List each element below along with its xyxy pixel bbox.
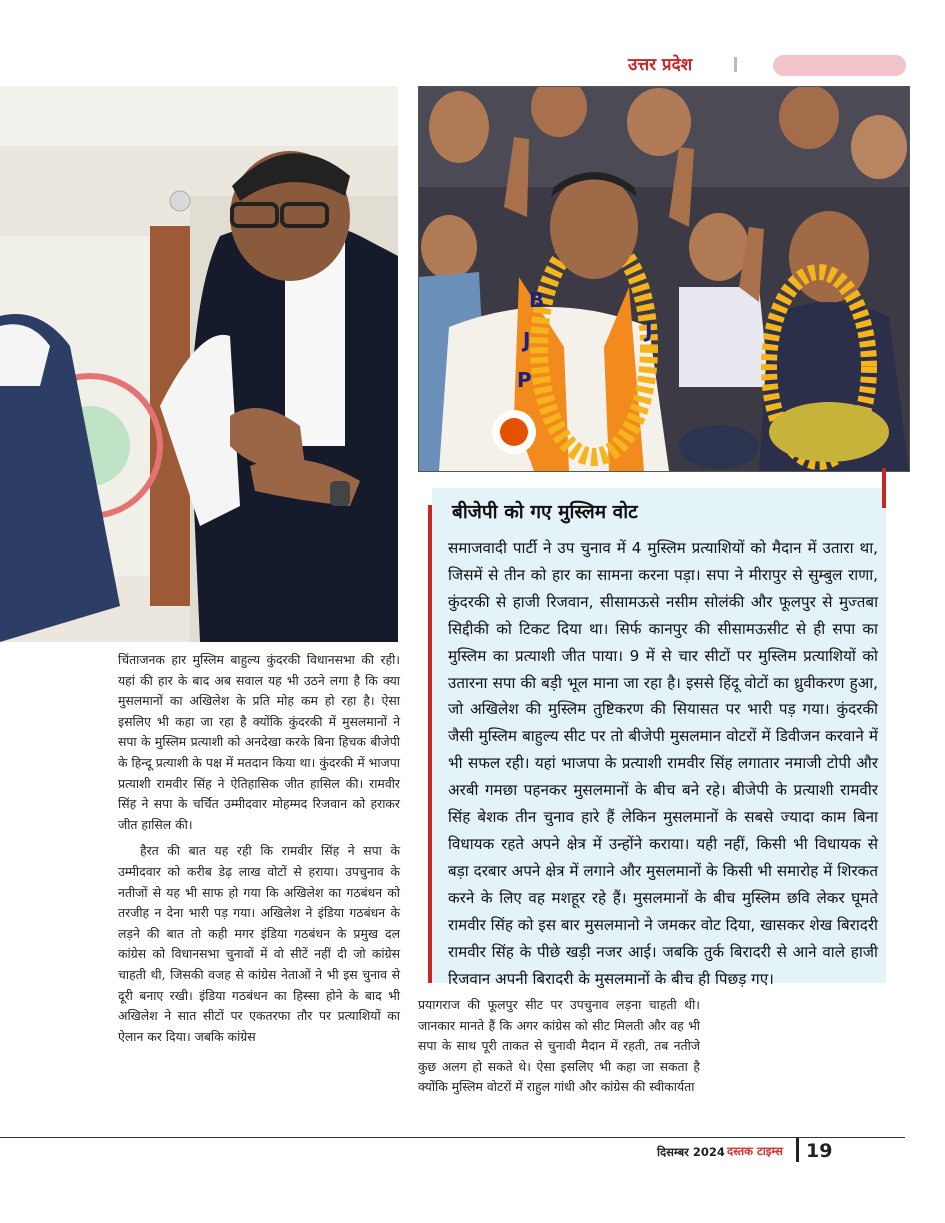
sidebar-accent-right [882, 468, 886, 508]
article-paragraph: प्रयागराज की फूलपुर सीट पर उपचुनाव लड़ना चाहती थी। जानकार मानते हैं कि अगर कांग्रेस को सीट मिलती और वह भी सपा के साथ पूरी ताकत से चुनावी मैदान में रहती, तब नतीजे कुछ अलग हो सकते थे। ऐसा इसलिए भी कहा जा सकता है क्योंकि मुस्लिम वोटरों में राहुल गांधी और कांग्रेस की स्वीकार्यता [418, 997, 700, 1095]
sidebar-body: समाजवादी पार्टी ने उप चुनाव में 4 मुस्लिम प्रत्याशियों को मैदान में उतारा था, जिसमें से तीन को हार का सामना करना पड़ा। सपा ने मीरापुर से सुम्बुल राणा, कुंदरकी से हाजी रिजवान, सीसामऊसे नसीम सोलंकी और फूलपुर से मुज्तबा सिद्दीकी को टिकट दिया था। सिर्फ कानपुर की सीसामऊसीट से ही सपा का मुस्लिम का प्रत्याशी जीत पाया। 9 में से चार सीटों पर मुस्लिम प्रत्याशियों को उतारना सपा की बड़ी भूल माना जा रहा है। इससे हिंदू वोटों का ध्रुवीकरण हुआ, जो अखिलेश की मुस्लिम तुष्टिकरण की सियासत पर भारी पड़ गया। कुंदरकी जैसी मुस्लिम बाहुल्य सीट पर तो बीजेपी मुसलमान वोटरों में डिवीजन करवाने में भी सफल रही। यहां भाजपा के प्रत्याशी रामवीर सिंह लगातार नमाजी टोपी और अरबी गमछा पहनकर मुसलमानों के बीच बने रहे। बीजेपी के प्रत्याशी रामवीर सिंह बेशक तीन चुनाव हारे हैं लेकिन मुसलमानों के सबसे ज्यादा काम बिना विधायक रहते अपने क्षेत्र में उन्होंने कराया। यही नहीं, किसी भी विधायक से बड़ा दरबार अपने क्षेत्र में लगाने और मुसलमानों के किसी भी समारोह में शिरकत करने के लिए वह मशहूर रहे हैं। मुसलमानों के बीच मुस्लिम छवि लेकर घूमते रामवीर सिंह को इस बार मुसलमानो ने जमकर वोट दिया, खासकर शेख बिरादरी रामवीर सिंह के पीछे खड़ी नजर आई। जबकि तुर्क बिरादरी से आने वाले हाजी रिजवान अपनी बिरादरी के मुसलमानों के बीच ही पिछड़ गए। [448, 539, 878, 988]
magazine-logo: दस्तक टाइम्स [727, 1144, 783, 1158]
photo-right-illustration [419, 87, 909, 471]
bjp-letter: P [517, 368, 532, 392]
article-paragraph: हैरत की बात यह रही कि रामवीर सिंह ने सपा के उम्मीदवार को करीब डेढ़ लाख वोटों से हराया। उपचुनाव के नतीजों से यह भी साफ हो गया कि अखिलेश का गठबंधन को तरजीह न देना भारी पड़ गया। अखिलेश ने इंडिया गठबंधन के लड़ने की बात तो कही मगर इंडिया गठबंधन के प्रमुख दल कांग्रेस को विधानसभा चुनावों में वो सीटें नहीं दी जो कांग्रेस चाहती थी, जिसकी वजह से कांग्रेस नेताओं ने भी इस चुनाव से दूरी बनाए रखी। इंडिया गठबंधन का हिस्सा होने के बाद भी अखिलेश ने सात सीटों पर एकतरफा तौर पर प्रत्याशियों का ऐलान कर दिया। जबकि कांग्रेस [118, 843, 400, 1044]
header-pill [773, 55, 906, 76]
footer-separator [796, 1138, 799, 1162]
bjp-letter: B [529, 288, 545, 312]
photo-candidate-celebration [418, 86, 910, 472]
section-label: उत्तर प्रदेश [628, 55, 693, 75]
bjp-letter: J [523, 328, 531, 352]
bjp-letter: J [645, 318, 653, 342]
sidebar-accent-left [428, 505, 432, 983]
header-divider [734, 57, 737, 72]
article-column-right [418, 995, 700, 1098]
page-number: 19 [806, 1140, 833, 1162]
footer-rule [0, 1137, 905, 1138]
photo-left-illustration [0, 86, 398, 642]
footer-date: दिसम्बर 2024 [657, 1145, 725, 1159]
sidebar-title: बीजेपी को गए मुस्लिम वोट [452, 501, 638, 523]
photo-politician-applauding [0, 86, 398, 642]
article-paragraph: चिंताजनक हार मुस्लिम बाहुल्य कुंदरकी विधानसभा की रही। यहां की हार के बाद अब सवाल यह भी उठने लगा है कि क्या मुसलमानों का अखिलेश के प्रति मोह कम हो रहा है। ऐसा इसलिए भी कहा जा रहा है क्योंकि कुंदरकी में मुसलमानों ने सपा के मुस्लिम प्रत्याशी को अनदेखा करके बिना हिचक बीजेपी के हिन्दू प्रत्याशी के पक्ष में मतदान किया था। कुंदरकी में भाजपा प्रत्याशी रामवीर सिंह ने ऐतिहासिक जीत हासिल की। रामवीर सिंह ने सपा के चर्चित उम्मीदवार मोहम्मद रिजवान को हराकर जीत हासिल की। [118, 652, 400, 832]
article-column-left [118, 650, 400, 1047]
